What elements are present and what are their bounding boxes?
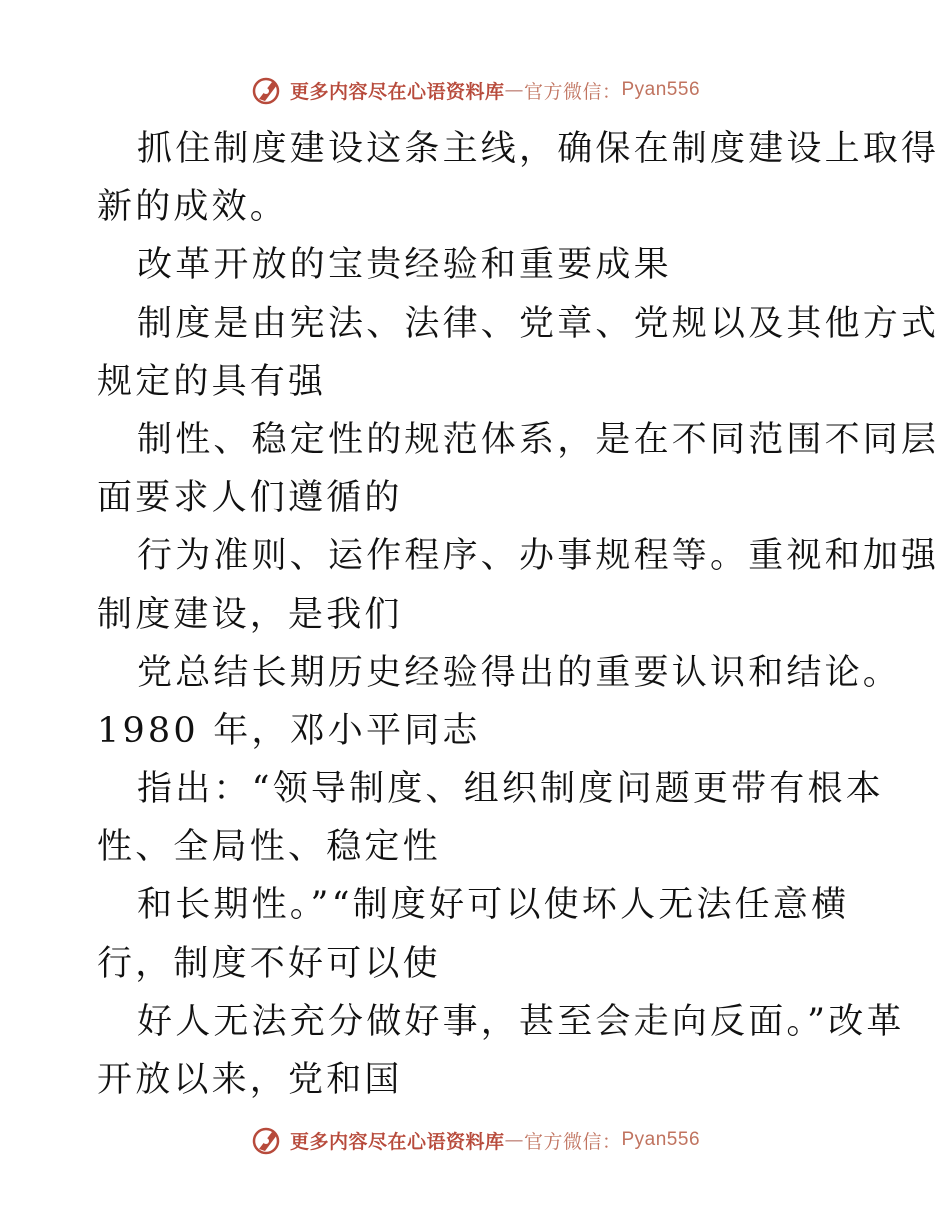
text-line: 抓住制度建设这条主线，确保在制度建设上取得 [137, 129, 940, 169]
banner-main-text: 更多内容尽在心语资料库 [289, 1130, 505, 1153]
text-line: 1980 年，邓小平同志 [97, 710, 481, 751]
banner-dash: — [504, 79, 524, 101]
banner-wechat-id: Pyan556 [621, 79, 701, 100]
text-line: 制性、稳定性的规范体系，是在不同范围不同层 [137, 419, 940, 460]
banner-wechat-label: 官方微信： [523, 80, 622, 103]
text-line: 改革开放的宝贵经验和重要成果 [137, 245, 672, 286]
text-line: 行，制度不好可以使 [97, 943, 441, 984]
banner-main-text: 更多内容尽在心语资料库 [289, 80, 505, 103]
pen-logo-icon [250, 1123, 284, 1157]
text-line: 和长期性。”“制度好可以使坏人无法任意横 [137, 885, 850, 926]
text-line: 面要求人们遵循的 [97, 478, 403, 519]
header-banner [0, 72, 950, 108]
text-line: 开放以来，党和国 [97, 1060, 403, 1100]
text-line: 制度是由宪法、法律、党章、党规以及其他方式 [137, 303, 940, 344]
pen-logo-icon [250, 73, 284, 107]
text-line: 好人无法充分做好事，甚至会走向反面。”改革 [137, 1001, 905, 1042]
banner-wechat-label: 官方微信： [523, 1130, 622, 1153]
text-line: 性、全局性、稳定性 [97, 827, 441, 868]
text-line: 新的成效。 [97, 187, 289, 228]
banner-wechat-id: Pyan556 [621, 1129, 701, 1150]
text-line: 制度建设，是我们 [97, 594, 403, 635]
text-line: 指出：“领导制度、组织制度问题更带有根本 [137, 769, 884, 810]
document-body [97, 120, 940, 1109]
text-line: 规定的具有强 [97, 361, 327, 402]
text-line: 党总结长期历史经验得出的重要认识和结论。 [137, 652, 902, 693]
text-line: 行为准则、运作程序、办事规程等。重视和加强 [137, 536, 940, 577]
footer-banner [0, 1122, 950, 1158]
banner-dash: — [504, 1129, 524, 1151]
